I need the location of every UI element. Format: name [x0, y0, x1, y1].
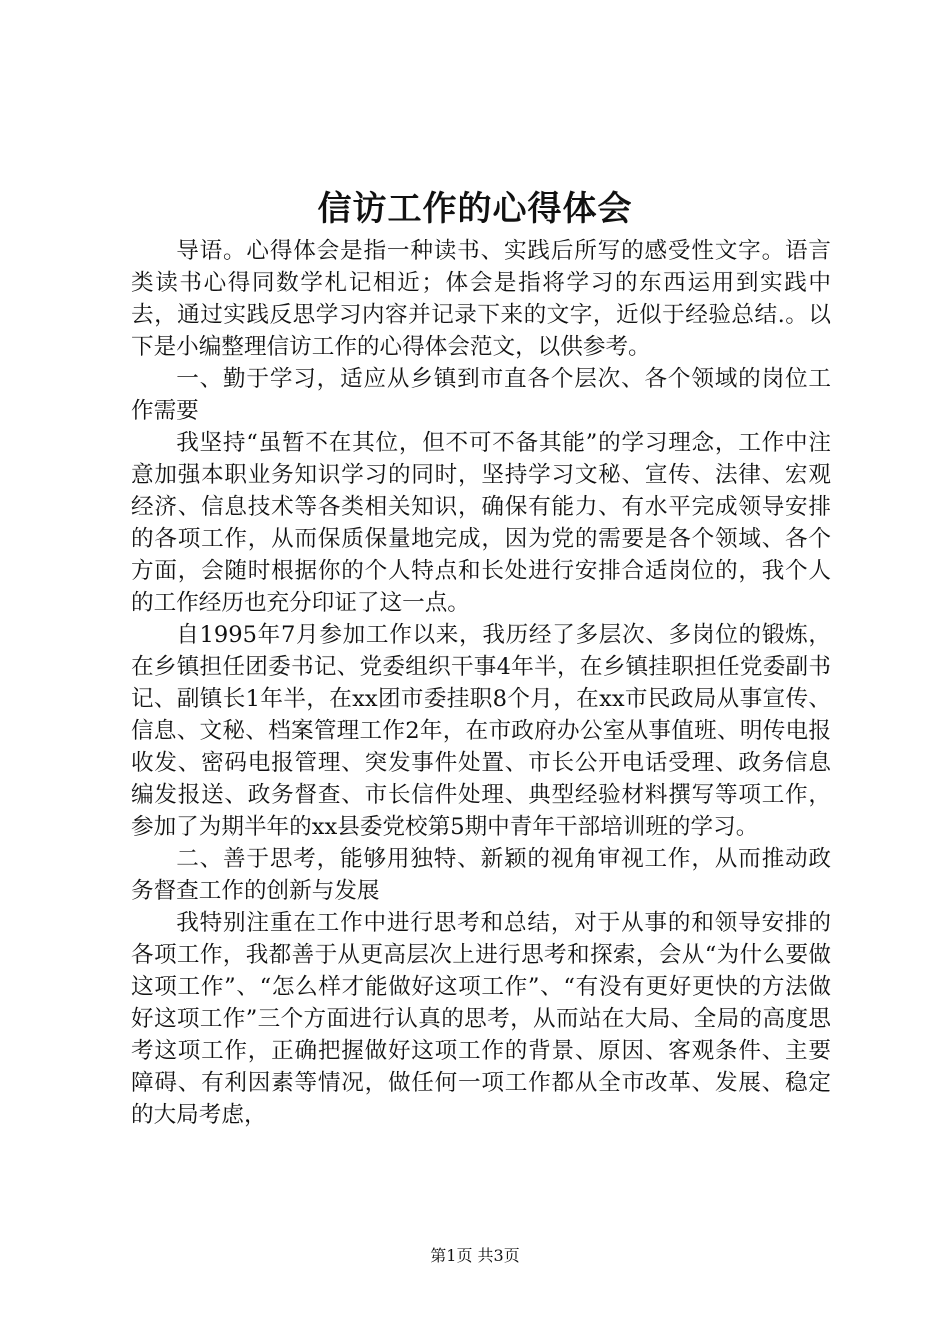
document-title: 信访工作的心得体会	[317, 189, 633, 229]
document-body	[131, 235, 831, 1131]
paragraph: 我特别注重在工作中进行思考和总结，对于从事的和领导安排的各项工作，我都善于从更高层次上进行思考和探索，会从“为什么要做这项工作”、“怎么样才能做好这项工作”、“有没有更好更快的方法做好这项工作”三个方面进行认真的思考，从而站在大局、全局的高度思考这项工作，正确把握做好这项工作的背景、原因、客观条件、主要障碍、有利因素等情况，做任何一项工作都从全市改革、发展、稳定的大局考虑，	[131, 910, 831, 1128]
section-heading-2: 二、善于思考，能够用独特、新颖的视角审视工作，从而推动政务督查工作的创新与发展	[131, 846, 831, 904]
page-number-footer: 第1页 共3页	[430, 1246, 520, 1265]
paragraph: 我坚持“虽暂不在其位，但不可不备其能”的学习理念，工作中注意加强本职业务知识学习的同时，坚持学习文秘、宣传、法律、宏观经济、信息技术等各类相关知识，确保有能力、有水平完成领导安排的各项工作，从而保质保量地完成，因为党的需要是各个领域、各个方面，会随时根据你的个人特点和长处进行安排合适岗位的，我个人的工作经历也充分印证了这一点。	[131, 430, 831, 616]
paragraph-intro: 导语。心得体会是指一种读书、实践后所写的感受性文字。语言类读书心得同数学札记相近；体会是指将学习的东西运用到实践中去，通过实践反思学习内容并记录下来的文字，近似于经验总结.。以下是小编整理信访工作的心得体会范文，以供参考。	[131, 238, 831, 360]
section-heading-1: 一、勤于学习，适应从乡镇到市直各个层次、各个领域的岗位工作需要	[131, 366, 831, 424]
paragraph: 自1995年7月参加工作以来，我历经了多层次、多岗位的锻炼，在乡镇担任团委书记、党委组织干事4年半，在乡镇挂职担任党委副书记、副镇长1年半，在xx团市委挂职8个月，在xx市民政局从事宣传、信息、文秘、档案管理工作2年，在市政府办公室从事值班、明传电报收发、密码电报管理、突发事件处置、市长公开电话受理、政务信息编发报送、政务督查、市长信件处理、典型经验材料撰写等项工作，参加了为期半年的xx县委党校第5期中青年干部培训班的学习。	[131, 622, 831, 840]
